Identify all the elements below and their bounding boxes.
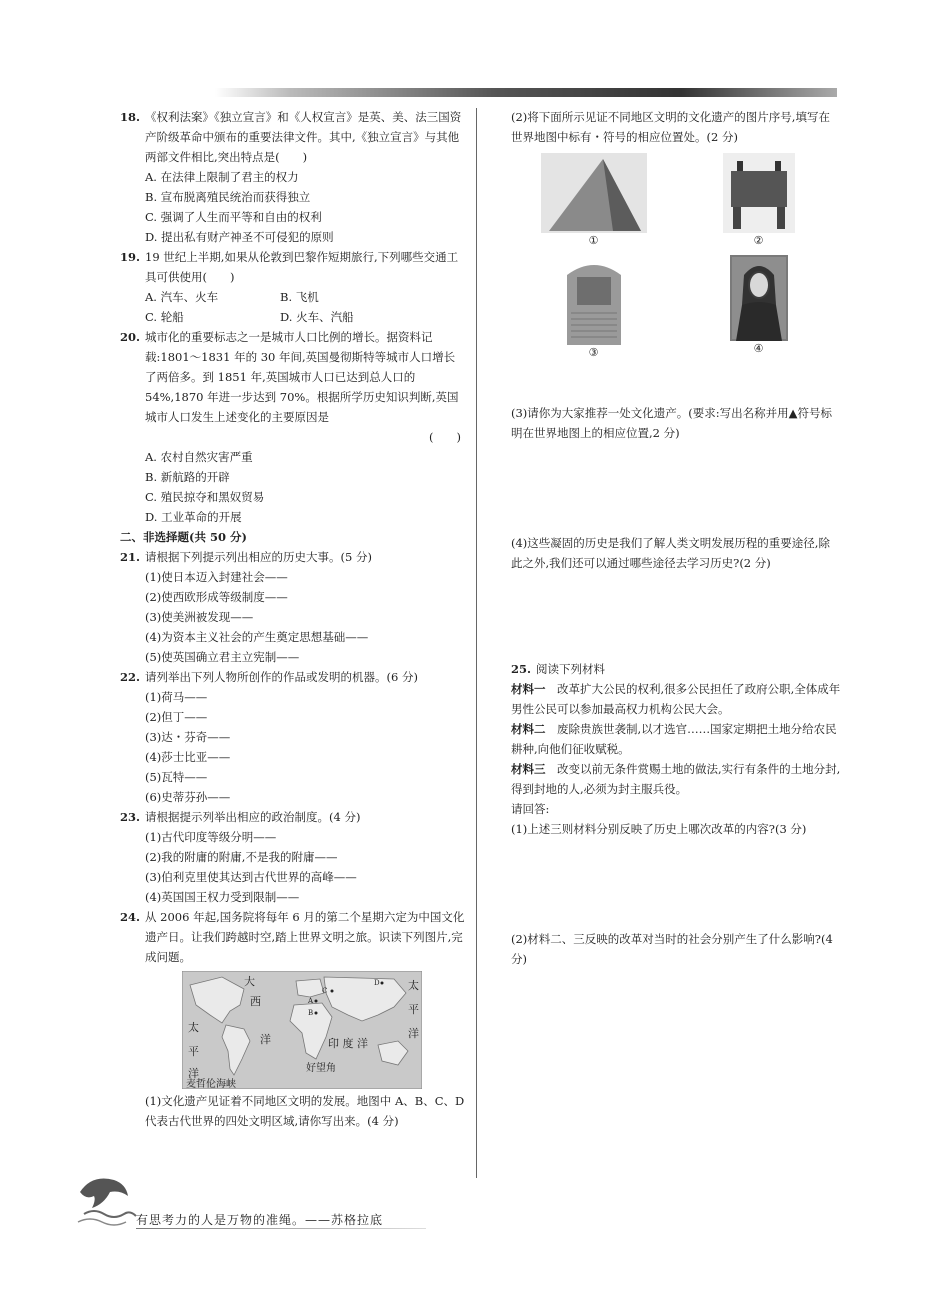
question-19: [120, 247, 465, 287]
image-caption: ①: [588, 234, 599, 247]
material-text: 改变以前无条件赏赐土地的做法,实行有条件的土地分封,得到封地的人,必须为封主服兵役。: [511, 762, 841, 796]
header-bar: [215, 88, 837, 97]
heritage-image-3: [534, 255, 654, 361]
column-divider: [476, 108, 477, 1178]
option-c: C. 殖民掠夺和黑奴贸易: [145, 490, 265, 504]
q24-sub-3: (3)请你为大家推荐一处文化遗产。(要求:写出名称并用▲符号标明在世界地图上的相应位置,2 分): [511, 406, 832, 440]
heritage-image-2: [699, 153, 819, 249]
map-marker-c: C: [322, 987, 328, 995]
sub-item: (5)使英国确立君主立宪制——: [145, 650, 300, 664]
question-18: [120, 107, 465, 167]
question-stem: 阅读下列材料: [536, 662, 605, 676]
question-number: 23.: [120, 810, 141, 824]
left-column: [120, 107, 465, 1131]
sub-item: (1)使日本迈入封建社会——: [145, 570, 288, 584]
material-label: 材料一: [511, 682, 546, 696]
material-label: 材料二: [511, 722, 546, 736]
sub-item: (3)达・芬奇——: [145, 730, 231, 744]
option-a: A. 在法律上限制了君主的权力: [145, 170, 299, 184]
option-d: D. 火车、汽船: [280, 310, 354, 324]
map-label-pacific-l-1: 太: [188, 1021, 199, 1034]
question-20: [120, 327, 465, 447]
question-stem: 19 世纪上半期,如果从伦敦到巴黎作短期旅行,下列哪些交通工具可供使用( ): [145, 250, 459, 284]
bronze-ding-image: [723, 153, 795, 233]
sub-item: (4)英国国王权力受到限制——: [145, 890, 300, 904]
map-marker-a: A: [308, 997, 314, 1005]
sub-item: (2)我的附庸的附庸,不是我的附庸——: [145, 850, 338, 864]
option-b: B. 宣布脱离殖民统治而获得独立: [145, 190, 311, 204]
option-a: A. 农村自然灾害严重: [145, 450, 253, 464]
q24-sub-1: (1)文化遗产见证着不同地区文明的发展。地图中 A、B、C、D 代表古代世界的四处文明区域,请你写出来。(4 分): [145, 1094, 465, 1128]
question-22: [120, 667, 465, 687]
image-caption: ③: [588, 346, 599, 359]
image-caption: ④: [753, 342, 764, 355]
footer-quote: 有思考力的人是万物的准绳。——苏格拉底: [136, 1213, 384, 1227]
material-3: [511, 759, 841, 799]
question-24: [120, 907, 465, 967]
question-stem: 从 2006 年起,国务院将每年 6 月的第二个星期六定为中国文化遗产日。让我们跨越时空,踏上世界文明之旅。识读下列图片,完成问题。: [145, 910, 465, 964]
sub-item: (1)荷马——: [145, 690, 208, 704]
sub-item: (4)莎士比亚——: [145, 750, 231, 764]
option-d: D. 工业革命的开展: [145, 510, 242, 524]
question-stem: 请列举出下列人物所创作的作品或发明的机器。(6 分): [145, 670, 418, 684]
code-stele-image: [563, 255, 625, 345]
sub-item: (2)使西欧形成等级制度——: [145, 590, 288, 604]
q24-sub-4: (4)这些凝固的历史是我们了解人类文明发展历程的重要途径,除此之外,我们还可以通过哪些途径去学习历史?(2 分): [511, 536, 830, 570]
options-row-1: [120, 287, 465, 307]
heritage-images-row-2: [511, 255, 841, 361]
heritage-images-row-1: [511, 153, 841, 249]
map-label-magellan: 麦哲伦海峡: [186, 1079, 236, 1089]
question-stem: 请根据下列提示列出相应的历史大事。(5 分): [145, 550, 372, 564]
sub-item: (5)瓦特——: [145, 770, 208, 784]
question-number: 22.: [120, 670, 141, 684]
map-marker-d: D: [374, 979, 380, 987]
question-25: [511, 659, 841, 679]
map-label-indian: 印 度 洋: [328, 1037, 368, 1050]
mona-lisa-image: [730, 255, 788, 341]
material-1: [511, 679, 841, 719]
sub-item: (4)为资本主义社会的产生奠定思想基础——: [145, 630, 369, 644]
option-c: C. 强调了人生而平等和自由的权利: [145, 210, 322, 224]
map-label-pacific-r-3: 洋: [408, 1027, 419, 1040]
sub-item: (1)古代印度等级分明——: [145, 830, 277, 844]
material-text: 废除贵族世袭制,以才选官……国家定期把土地分给农民耕种,向他们征收赋税。: [511, 722, 837, 756]
question-stem: 请根据提示列举出相应的政治制度。(4 分): [145, 810, 361, 824]
ask-label: 请回答:: [511, 802, 550, 816]
section-heading: 二、非选择题(共 50 分): [120, 530, 247, 544]
q24-sub-2: (2)将下面所示见证不同地区文明的文化遗产的图片序号,填写在世界地图中标有・符号的相应位置处。(2 分): [511, 110, 830, 144]
question-number: 25.: [511, 662, 532, 676]
option-d: D. 提出私有财产神圣不可侵犯的原则: [145, 230, 334, 244]
question-stem: 《权利法案》《独立宣言》和《人权宣言》是英、美、法三国资产阶级革命中颁布的重要法律文件。其中,《独立宣言》与其他两部文件相比,突出特点是( ): [145, 110, 462, 164]
question-number: 19.: [120, 250, 141, 264]
image-caption: ②: [753, 234, 764, 247]
question-number: 21.: [120, 550, 141, 564]
material-2: [511, 719, 841, 759]
question-number: 18.: [120, 110, 141, 124]
heritage-image-1: [534, 153, 654, 249]
pyramid-image: [541, 153, 647, 233]
q25-sub-2: (2)材料二、三反映的改革对当时的社会分别产生了什么影响?(4 分): [511, 932, 833, 966]
option-b: B. 飞机: [280, 290, 319, 304]
sub-item: (3)伯利克里使其达到古代世界的高峰——: [145, 870, 357, 884]
map-label-atlantic-1: 大: [244, 975, 255, 988]
world-map: [182, 971, 422, 1089]
q25-sub-1: (1)上述三则材料分别反映了历史上哪次改革的内容?(3 分): [511, 822, 807, 836]
option-a: A. 汽车、火车: [145, 290, 219, 304]
sub-item: (3)使美洲被发现——: [145, 610, 254, 624]
heritage-image-4: [699, 255, 819, 361]
footer-line: [136, 1228, 426, 1229]
question-number: 24.: [120, 910, 141, 924]
sub-item: (6)史蒂芬孙——: [145, 790, 231, 804]
map-label-pacific-l-2: 平: [188, 1045, 199, 1058]
map-label-atlantic-2: 西: [250, 995, 261, 1008]
option-c: C. 轮船: [145, 310, 184, 324]
question-stem: 城市化的重要标志之一是城市人口比例的增长。据资料记载:1801～1831 年的 30 年间,英国曼彻斯特等城市人口增长了两倍多。到 1851 年,英国城市人口已达到总人口的 54%,1870 年进一步达到 70%。根据所学历史知识判断,英国城市人口发生上述变化的主要原因是: [145, 330, 459, 424]
map-label-pacific-l-3: 洋: [188, 1067, 199, 1080]
map-marker-b: B: [308, 1009, 314, 1017]
option-b: B. 新航路的开辟: [145, 470, 230, 484]
map-label-atlantic-3: 洋: [260, 1033, 271, 1046]
material-label: 材料三: [511, 762, 546, 776]
answer-paren: ( ): [429, 430, 461, 444]
map-label-pacific-r-2: 平: [408, 1003, 419, 1016]
options-row-2: [120, 307, 465, 327]
map-label-cape: 好望角: [306, 1063, 336, 1074]
sub-item: (2)但丁——: [145, 710, 208, 724]
right-column: [511, 107, 841, 969]
question-21: [120, 547, 465, 567]
map-label-pacific-r-1: 太: [408, 979, 419, 992]
material-text: 改革扩大公民的权利,很多公民担任了政府公职,全体成年男性公民可以参加最高权力机构公民大会。: [511, 682, 841, 716]
question-number: 20.: [120, 330, 141, 344]
question-23: [120, 807, 465, 827]
